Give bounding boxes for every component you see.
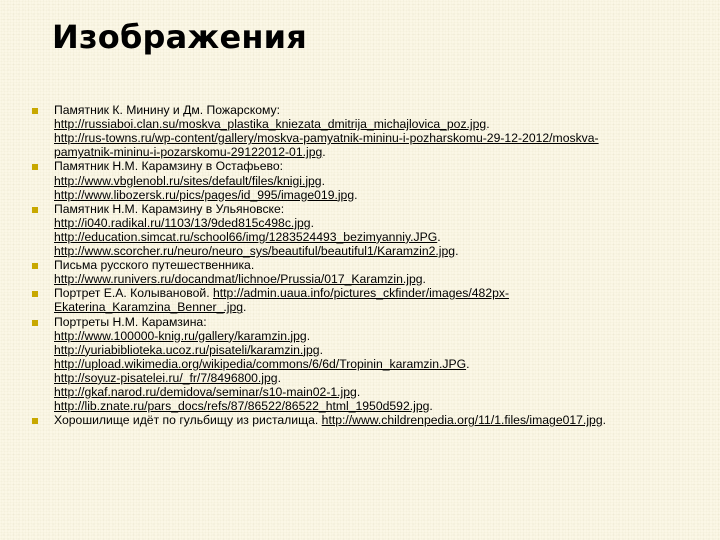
bullet-marker (32, 418, 38, 424)
item-caption: Письма русского путешественника. (54, 258, 255, 273)
punctuation: . (602, 413, 606, 428)
bullet-marker (32, 108, 38, 114)
link-line (54, 399, 433, 413)
source-link[interactable]: http://www.childrenpedia.org/11/1.files/image017.jpg (321, 413, 603, 428)
punctuation: . (356, 385, 361, 399)
link-line (54, 272, 426, 286)
list-item (54, 202, 284, 216)
source-link[interactable]: pamyatnik-mininu-i-pozarskomu-29122012-01.jpg (54, 145, 323, 160)
punctuation: . (277, 370, 281, 385)
bullet-marker (32, 320, 38, 326)
source-link[interactable]: http://www.scorcher.ru/neuro/neuro_sys/beautiful/beautiful1/Karamzin2.jpg (54, 244, 456, 258)
punctuation: . (310, 215, 314, 230)
punctuation: . (306, 328, 311, 343)
punctuation: . (322, 145, 326, 160)
source-link[interactable]: http://i040.radikal.ru/1103/13/9ded815c498c.jpg (54, 215, 311, 230)
list-item (54, 258, 254, 272)
source-link[interactable]: http://russiaboi.clan.su/moskva_plastika_kniezata_dmitrija_michajlovica_poz.jpg (54, 117, 487, 132)
punctuation: . (486, 117, 490, 132)
punctuation: . (455, 244, 459, 258)
link-line (54, 385, 360, 399)
link-line (54, 145, 326, 159)
source-link[interactable]: http://rus-towns.ru/wp-content/gallery/moskva-pamyatnik-mininu-i-pozharskomu-29-12-2012/moskva- (54, 131, 599, 146)
link-line (54, 216, 314, 230)
source-link[interactable]: http://admin.uaua.info/pictures_ckfinder/images/482px- (212, 286, 510, 301)
list-item (54, 159, 283, 173)
link-line (54, 329, 310, 343)
list-item (54, 103, 280, 117)
link-line (54, 343, 323, 357)
source-link[interactable]: http://soyuz-pisatelei.ru/_fr/7/8496800.jpg (54, 370, 278, 385)
link-line (54, 371, 281, 385)
item-caption: Хорошилище идёт по гульбищу из ристалища. (54, 413, 319, 428)
link-line (54, 188, 358, 202)
list-item (54, 413, 606, 427)
item-caption: Памятник К. Минину и Дм. Пожарскому: (54, 103, 280, 117)
link-line (54, 131, 599, 145)
punctuation: . (429, 399, 433, 414)
item-caption: Памятник Н.М. Карамзину в Ульяновске: (54, 201, 285, 216)
link-line (54, 230, 441, 244)
list-item (54, 315, 207, 329)
source-link[interactable]: http://www.libozersk.ru/pics/pages/id_995/image019.jpg (54, 187, 355, 202)
punctuation: . (319, 342, 323, 357)
source-link[interactable]: Ekaterina_Karamzina_Benner_.jpg (54, 300, 244, 315)
source-link[interactable]: http://www.runivers.ru/docandmat/lichnoe/Prussia/017_Karamzin.jpg (54, 272, 423, 287)
bullet-marker (32, 263, 38, 269)
slide-title: Изображения (52, 18, 308, 56)
bullet-marker (32, 291, 38, 297)
source-link[interactable]: http://www.100000-knig.ru/gallery/karamzin.jpg (54, 328, 307, 343)
item-caption: Портреты Н.М. Карамзина: (54, 314, 207, 329)
punctuation: . (466, 356, 470, 371)
punctuation: . (422, 272, 426, 287)
source-link[interactable]: http://yuriabiblioteka.ucoz.ru/pisateli/karamzin.jpg (54, 342, 320, 357)
link-line (54, 244, 458, 258)
bullet-marker (32, 164, 38, 170)
source-link[interactable]: http://lib.znate.ru/pars_docs/refs/87/86522/86522_html_1950d592.jpg (54, 399, 430, 414)
bullet-marker (32, 207, 38, 213)
link-line (54, 357, 469, 371)
link-line (54, 174, 325, 188)
source-link[interactable]: http://upload.wikimedia.org/wikipedia/commons/6/6d/Tropinin_karamzin.JPG (54, 356, 467, 371)
punctuation: . (354, 187, 358, 202)
punctuation: . (321, 173, 325, 188)
punctuation: . (243, 300, 247, 315)
link-line (54, 300, 246, 314)
source-link[interactable]: http://gkaf.narod.ru/demidova/seminar/s10-main02-1.jpg (54, 385, 357, 399)
link-line (54, 117, 490, 131)
list-item (54, 286, 509, 300)
source-link[interactable]: http://www.vbglenobl.ru/sites/default/files/knigi.jpg (54, 173, 322, 188)
source-link[interactable]: http://education.simcat.ru/school66/img/1283524493_bezimyanniy.JPG (54, 229, 438, 244)
item-caption: Портрет Е.А. Колывановой. (54, 286, 210, 301)
item-caption: Памятник Н.М. Карамзину в Остафьево: (54, 159, 284, 174)
punctuation: . (437, 229, 441, 244)
